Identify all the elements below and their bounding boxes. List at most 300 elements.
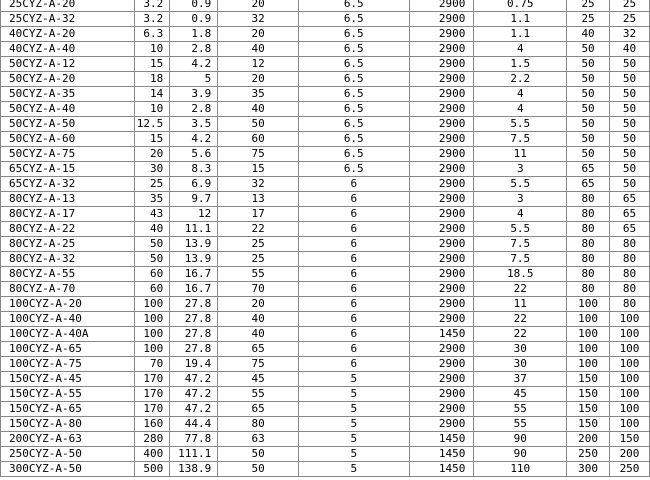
power-cell: 4 bbox=[474, 207, 567, 222]
power-cell: 4 bbox=[474, 102, 567, 117]
table-row bbox=[1, 147, 650, 162]
flow-m3h-cell: 30 bbox=[134, 162, 170, 177]
npsh-cell: 5 bbox=[298, 402, 409, 417]
power-cell: 3 bbox=[474, 192, 567, 207]
flow-ls-cell: 16.7 bbox=[170, 267, 218, 282]
inlet-cell: 80 bbox=[567, 252, 610, 267]
outlet-cell: 150 bbox=[610, 432, 650, 447]
model-cell: 100CYZ-A-40A bbox=[1, 327, 135, 342]
inlet-cell: 65 bbox=[567, 162, 610, 177]
model-cell: 150CYZ-A-65 bbox=[1, 402, 135, 417]
table-row bbox=[1, 402, 650, 417]
head-cell: 55 bbox=[218, 387, 299, 402]
flow-m3h-cell: 60 bbox=[134, 267, 170, 282]
head-cell: 20 bbox=[218, 72, 299, 87]
flow-ls-cell: 1.8 bbox=[170, 27, 218, 42]
head-cell: 75 bbox=[218, 357, 299, 372]
flow-m3h-cell: 170 bbox=[134, 387, 170, 402]
flow-m3h-cell: 50 bbox=[134, 237, 170, 252]
inlet-cell: 250 bbox=[567, 447, 610, 462]
model-cell: 50CYZ-A-50 bbox=[1, 117, 135, 132]
inlet-cell: 80 bbox=[567, 207, 610, 222]
table-row bbox=[1, 282, 650, 297]
model-cell: 50CYZ-A-35 bbox=[1, 87, 135, 102]
power-cell: 11 bbox=[474, 297, 567, 312]
flow-ls-cell: 47.2 bbox=[170, 387, 218, 402]
head-cell: 40 bbox=[218, 312, 299, 327]
flow-m3h-cell: 10 bbox=[134, 42, 170, 57]
model-cell: 65CYZ-A-15 bbox=[1, 162, 135, 177]
model-cell: 300CYZ-A-50 bbox=[1, 462, 135, 477]
inlet-cell: 65 bbox=[567, 177, 610, 192]
flow-ls-cell: 2.8 bbox=[170, 42, 218, 57]
power-cell: 22 bbox=[474, 327, 567, 342]
npsh-cell: 6.5 bbox=[298, 87, 409, 102]
speed-cell: 2900 bbox=[409, 282, 474, 297]
speed-cell: 2900 bbox=[409, 27, 474, 42]
outlet-cell: 100 bbox=[610, 402, 650, 417]
npsh-cell: 6 bbox=[298, 237, 409, 252]
power-cell: 18.5 bbox=[474, 267, 567, 282]
table-row bbox=[1, 387, 650, 402]
inlet-cell: 100 bbox=[567, 297, 610, 312]
flow-ls-cell: 4.2 bbox=[170, 57, 218, 72]
speed-cell: 2900 bbox=[409, 387, 474, 402]
table-row bbox=[1, 207, 650, 222]
power-cell: 110 bbox=[474, 462, 567, 477]
speed-cell: 2900 bbox=[409, 147, 474, 162]
power-cell: 22 bbox=[474, 312, 567, 327]
flow-m3h-cell: 12.5 bbox=[134, 117, 170, 132]
npsh-cell: 6 bbox=[298, 297, 409, 312]
flow-m3h-cell: 35 bbox=[134, 192, 170, 207]
power-cell: 30 bbox=[474, 357, 567, 372]
speed-cell: 2900 bbox=[409, 192, 474, 207]
npsh-cell: 6 bbox=[298, 177, 409, 192]
head-cell: 35 bbox=[218, 87, 299, 102]
model-cell: 150CYZ-A-55 bbox=[1, 387, 135, 402]
inlet-cell: 80 bbox=[567, 267, 610, 282]
table-row bbox=[1, 72, 650, 87]
inlet-cell: 50 bbox=[567, 57, 610, 72]
power-cell: 90 bbox=[474, 447, 567, 462]
inlet-cell: 80 bbox=[567, 222, 610, 237]
table-row bbox=[1, 27, 650, 42]
npsh-cell: 6.5 bbox=[298, 72, 409, 87]
outlet-cell: 80 bbox=[610, 237, 650, 252]
outlet-cell: 80 bbox=[610, 252, 650, 267]
inlet-cell: 50 bbox=[567, 132, 610, 147]
speed-cell: 2900 bbox=[409, 42, 474, 57]
npsh-cell: 6 bbox=[298, 342, 409, 357]
flow-ls-cell: 3.5 bbox=[170, 117, 218, 132]
power-cell: 22 bbox=[474, 282, 567, 297]
npsh-cell: 6 bbox=[298, 207, 409, 222]
flow-ls-cell: 5 bbox=[170, 72, 218, 87]
head-cell: 45 bbox=[218, 372, 299, 387]
flow-ls-cell: 16.7 bbox=[170, 282, 218, 297]
speed-cell: 1450 bbox=[409, 432, 474, 447]
head-cell: 80 bbox=[218, 417, 299, 432]
speed-cell: 2900 bbox=[409, 12, 474, 27]
outlet-cell: 50 bbox=[610, 72, 650, 87]
inlet-cell: 25 bbox=[567, 12, 610, 27]
speed-cell: 2900 bbox=[409, 72, 474, 87]
model-cell: 65CYZ-A-32 bbox=[1, 177, 135, 192]
model-cell: 40CYZ-A-40 bbox=[1, 42, 135, 57]
head-cell: 63 bbox=[218, 432, 299, 447]
flow-m3h-cell: 3.2 bbox=[134, 0, 170, 12]
npsh-cell: 5 bbox=[298, 462, 409, 477]
outlet-cell: 50 bbox=[610, 117, 650, 132]
outlet-cell: 65 bbox=[610, 207, 650, 222]
outlet-cell: 100 bbox=[610, 417, 650, 432]
npsh-cell: 5 bbox=[298, 417, 409, 432]
outlet-cell: 65 bbox=[610, 222, 650, 237]
model-cell: 25CYZ-A-20 bbox=[1, 0, 135, 12]
inlet-cell: 50 bbox=[567, 72, 610, 87]
outlet-cell: 40 bbox=[610, 42, 650, 57]
flow-ls-cell: 3.9 bbox=[170, 87, 218, 102]
outlet-cell: 100 bbox=[610, 312, 650, 327]
power-cell: 37 bbox=[474, 372, 567, 387]
outlet-cell: 32 bbox=[610, 27, 650, 42]
inlet-cell: 50 bbox=[567, 117, 610, 132]
inlet-cell: 80 bbox=[567, 237, 610, 252]
flow-m3h-cell: 400 bbox=[134, 447, 170, 462]
power-cell: 5.5 bbox=[474, 222, 567, 237]
flow-ls-cell: 44.4 bbox=[170, 417, 218, 432]
npsh-cell: 6 bbox=[298, 192, 409, 207]
speed-cell: 2900 bbox=[409, 237, 474, 252]
speed-cell: 2900 bbox=[409, 0, 474, 12]
head-cell: 32 bbox=[218, 12, 299, 27]
model-cell: 80CYZ-A-17 bbox=[1, 207, 135, 222]
model-cell: 25CYZ-A-32 bbox=[1, 12, 135, 27]
model-cell: 150CYZ-A-80 bbox=[1, 417, 135, 432]
flow-m3h-cell: 25 bbox=[134, 177, 170, 192]
head-cell: 20 bbox=[218, 297, 299, 312]
flow-ls-cell: 6.9 bbox=[170, 177, 218, 192]
flow-ls-cell: 12 bbox=[170, 207, 218, 222]
power-cell: 55 bbox=[474, 402, 567, 417]
flow-m3h-cell: 15 bbox=[134, 132, 170, 147]
npsh-cell: 6 bbox=[298, 312, 409, 327]
power-cell: 7.5 bbox=[474, 132, 567, 147]
flow-ls-cell: 8.3 bbox=[170, 162, 218, 177]
flow-ls-cell: 13.9 bbox=[170, 252, 218, 267]
speed-cell: 2900 bbox=[409, 132, 474, 147]
inlet-cell: 200 bbox=[567, 432, 610, 447]
outlet-cell: 25 bbox=[610, 12, 650, 27]
model-cell: 100CYZ-A-20 bbox=[1, 297, 135, 312]
npsh-cell: 6 bbox=[298, 252, 409, 267]
speed-cell: 2900 bbox=[409, 357, 474, 372]
head-cell: 60 bbox=[218, 132, 299, 147]
flow-ls-cell: 27.8 bbox=[170, 312, 218, 327]
flow-m3h-cell: 60 bbox=[134, 282, 170, 297]
head-cell: 20 bbox=[218, 0, 299, 12]
speed-cell: 1450 bbox=[409, 327, 474, 342]
power-cell: 2.2 bbox=[474, 72, 567, 87]
inlet-cell: 100 bbox=[567, 312, 610, 327]
npsh-cell: 6.5 bbox=[298, 0, 409, 12]
power-cell: 4 bbox=[474, 42, 567, 57]
head-cell: 50 bbox=[218, 447, 299, 462]
outlet-cell: 80 bbox=[610, 297, 650, 312]
flow-ls-cell: 9.7 bbox=[170, 192, 218, 207]
power-cell: 90 bbox=[474, 432, 567, 447]
model-cell: 40CYZ-A-20 bbox=[1, 27, 135, 42]
speed-cell: 2900 bbox=[409, 207, 474, 222]
outlet-cell: 50 bbox=[610, 177, 650, 192]
flow-ls-cell: 13.9 bbox=[170, 237, 218, 252]
npsh-cell: 5 bbox=[298, 447, 409, 462]
head-cell: 25 bbox=[218, 237, 299, 252]
flow-ls-cell: 11.1 bbox=[170, 222, 218, 237]
outlet-cell: 100 bbox=[610, 342, 650, 357]
table-body bbox=[1, 0, 650, 477]
head-cell: 40 bbox=[218, 327, 299, 342]
head-cell: 22 bbox=[218, 222, 299, 237]
model-cell: 100CYZ-A-75 bbox=[1, 357, 135, 372]
model-cell: 50CYZ-A-20 bbox=[1, 72, 135, 87]
outlet-cell: 50 bbox=[610, 57, 650, 72]
inlet-cell: 300 bbox=[567, 462, 610, 477]
flow-m3h-cell: 100 bbox=[134, 342, 170, 357]
power-cell: 45 bbox=[474, 387, 567, 402]
outlet-cell: 65 bbox=[610, 192, 650, 207]
head-cell: 50 bbox=[218, 117, 299, 132]
power-cell: 30 bbox=[474, 342, 567, 357]
npsh-cell: 6.5 bbox=[298, 57, 409, 72]
head-cell: 75 bbox=[218, 147, 299, 162]
model-cell: 100CYZ-A-40 bbox=[1, 312, 135, 327]
table-row bbox=[1, 462, 650, 477]
speed-cell: 1450 bbox=[409, 462, 474, 477]
npsh-cell: 6.5 bbox=[298, 117, 409, 132]
table-row bbox=[1, 342, 650, 357]
table-row bbox=[1, 372, 650, 387]
power-cell: 1.1 bbox=[474, 12, 567, 27]
flow-ls-cell: 47.2 bbox=[170, 372, 218, 387]
power-cell: 4 bbox=[474, 87, 567, 102]
model-cell: 80CYZ-A-32 bbox=[1, 252, 135, 267]
inlet-cell: 40 bbox=[567, 27, 610, 42]
table-row bbox=[1, 177, 650, 192]
flow-m3h-cell: 170 bbox=[134, 402, 170, 417]
table-row bbox=[1, 87, 650, 102]
outlet-cell: 50 bbox=[610, 162, 650, 177]
inlet-cell: 80 bbox=[567, 282, 610, 297]
speed-cell: 2900 bbox=[409, 102, 474, 117]
inlet-cell: 25 bbox=[567, 0, 610, 12]
model-cell: 80CYZ-A-55 bbox=[1, 267, 135, 282]
head-cell: 65 bbox=[218, 342, 299, 357]
speed-cell: 2900 bbox=[409, 177, 474, 192]
outlet-cell: 80 bbox=[610, 267, 650, 282]
npsh-cell: 6.5 bbox=[298, 162, 409, 177]
inlet-cell: 50 bbox=[567, 87, 610, 102]
npsh-cell: 6 bbox=[298, 327, 409, 342]
table-row bbox=[1, 132, 650, 147]
inlet-cell: 50 bbox=[567, 147, 610, 162]
outlet-cell: 80 bbox=[610, 282, 650, 297]
speed-cell: 2900 bbox=[409, 297, 474, 312]
model-cell: 50CYZ-A-75 bbox=[1, 147, 135, 162]
speed-cell: 2900 bbox=[409, 162, 474, 177]
npsh-cell: 6.5 bbox=[298, 147, 409, 162]
inlet-cell: 100 bbox=[567, 357, 610, 372]
flow-m3h-cell: 50 bbox=[134, 252, 170, 267]
model-cell: 80CYZ-A-25 bbox=[1, 237, 135, 252]
npsh-cell: 6.5 bbox=[298, 102, 409, 117]
table-row bbox=[1, 222, 650, 237]
inlet-cell: 100 bbox=[567, 342, 610, 357]
model-cell: 50CYZ-A-12 bbox=[1, 57, 135, 72]
table-row bbox=[1, 267, 650, 282]
table-row bbox=[1, 252, 650, 267]
flow-m3h-cell: 500 bbox=[134, 462, 170, 477]
head-cell: 32 bbox=[218, 177, 299, 192]
outlet-cell: 250 bbox=[610, 462, 650, 477]
speed-cell: 2900 bbox=[409, 402, 474, 417]
power-cell: 1.5 bbox=[474, 57, 567, 72]
power-cell: 7.5 bbox=[474, 252, 567, 267]
head-cell: 55 bbox=[218, 267, 299, 282]
model-cell: 200CYZ-A-63 bbox=[1, 432, 135, 447]
outlet-cell: 200 bbox=[610, 447, 650, 462]
flow-m3h-cell: 20 bbox=[134, 147, 170, 162]
flow-ls-cell: 19.4 bbox=[170, 357, 218, 372]
power-cell: 55 bbox=[474, 417, 567, 432]
power-cell: 1.1 bbox=[474, 27, 567, 42]
flow-m3h-cell: 100 bbox=[134, 297, 170, 312]
flow-ls-cell: 47.2 bbox=[170, 402, 218, 417]
flow-m3h-cell: 170 bbox=[134, 372, 170, 387]
head-cell: 70 bbox=[218, 282, 299, 297]
power-cell: 5.5 bbox=[474, 177, 567, 192]
flow-ls-cell: 27.8 bbox=[170, 327, 218, 342]
power-cell: 5.5 bbox=[474, 117, 567, 132]
npsh-cell: 5 bbox=[298, 372, 409, 387]
flow-m3h-cell: 18 bbox=[134, 72, 170, 87]
table-row bbox=[1, 312, 650, 327]
head-cell: 15 bbox=[218, 162, 299, 177]
inlet-cell: 150 bbox=[567, 372, 610, 387]
model-cell: 80CYZ-A-70 bbox=[1, 282, 135, 297]
head-cell: 12 bbox=[218, 57, 299, 72]
flow-ls-cell: 138.9 bbox=[170, 462, 218, 477]
flow-ls-cell: 5.6 bbox=[170, 147, 218, 162]
npsh-cell: 5 bbox=[298, 387, 409, 402]
outlet-cell: 100 bbox=[610, 357, 650, 372]
inlet-cell: 50 bbox=[567, 102, 610, 117]
flow-m3h-cell: 15 bbox=[134, 57, 170, 72]
table-row bbox=[1, 0, 650, 12]
speed-cell: 2900 bbox=[409, 372, 474, 387]
speed-cell: 2900 bbox=[409, 267, 474, 282]
table-row bbox=[1, 42, 650, 57]
table-row bbox=[1, 357, 650, 372]
npsh-cell: 6 bbox=[298, 357, 409, 372]
speed-cell: 2900 bbox=[409, 222, 474, 237]
model-cell: 80CYZ-A-13 bbox=[1, 192, 135, 207]
flow-ls-cell: 2.8 bbox=[170, 102, 218, 117]
power-cell: 0.75 bbox=[474, 0, 567, 12]
inlet-cell: 150 bbox=[567, 402, 610, 417]
model-cell: 50CYZ-A-60 bbox=[1, 132, 135, 147]
npsh-cell: 5 bbox=[298, 432, 409, 447]
model-cell: 150CYZ-A-45 bbox=[1, 372, 135, 387]
speed-cell: 2900 bbox=[409, 417, 474, 432]
model-cell: 50CYZ-A-40 bbox=[1, 102, 135, 117]
model-cell: 100CYZ-A-65 bbox=[1, 342, 135, 357]
flow-m3h-cell: 160 bbox=[134, 417, 170, 432]
flow-ls-cell: 27.8 bbox=[170, 342, 218, 357]
speed-cell: 2900 bbox=[409, 117, 474, 132]
flow-m3h-cell: 3.2 bbox=[134, 12, 170, 27]
head-cell: 17 bbox=[218, 207, 299, 222]
power-cell: 7.5 bbox=[474, 237, 567, 252]
flow-ls-cell: 77.8 bbox=[170, 432, 218, 447]
flow-ls-cell: 4.2 bbox=[170, 132, 218, 147]
speed-cell: 2900 bbox=[409, 87, 474, 102]
npsh-cell: 6.5 bbox=[298, 27, 409, 42]
npsh-cell: 6 bbox=[298, 282, 409, 297]
outlet-cell: 50 bbox=[610, 132, 650, 147]
flow-m3h-cell: 100 bbox=[134, 327, 170, 342]
power-cell: 3 bbox=[474, 162, 567, 177]
speed-cell: 2900 bbox=[409, 342, 474, 357]
table-row bbox=[1, 237, 650, 252]
npsh-cell: 6.5 bbox=[298, 132, 409, 147]
flow-m3h-cell: 10 bbox=[134, 102, 170, 117]
table-row bbox=[1, 102, 650, 117]
table-row bbox=[1, 417, 650, 432]
flow-m3h-cell: 100 bbox=[134, 312, 170, 327]
outlet-cell: 50 bbox=[610, 102, 650, 117]
table-row bbox=[1, 12, 650, 27]
flow-ls-cell: 0.9 bbox=[170, 0, 218, 12]
power-cell: 11 bbox=[474, 147, 567, 162]
model-cell: 250CYZ-A-50 bbox=[1, 447, 135, 462]
table-row bbox=[1, 57, 650, 72]
inlet-cell: 150 bbox=[567, 417, 610, 432]
table-row bbox=[1, 327, 650, 342]
head-cell: 20 bbox=[218, 27, 299, 42]
flow-m3h-cell: 280 bbox=[134, 432, 170, 447]
outlet-cell: 25 bbox=[610, 0, 650, 12]
outlet-cell: 50 bbox=[610, 87, 650, 102]
head-cell: 13 bbox=[218, 192, 299, 207]
flow-m3h-cell: 14 bbox=[134, 87, 170, 102]
head-cell: 65 bbox=[218, 402, 299, 417]
table-row bbox=[1, 162, 650, 177]
flow-m3h-cell: 70 bbox=[134, 357, 170, 372]
outlet-cell: 100 bbox=[610, 387, 650, 402]
head-cell: 50 bbox=[218, 462, 299, 477]
table-row bbox=[1, 432, 650, 447]
outlet-cell: 100 bbox=[610, 327, 650, 342]
npsh-cell: 6.5 bbox=[298, 12, 409, 27]
outlet-cell: 50 bbox=[610, 147, 650, 162]
npsh-cell: 6 bbox=[298, 267, 409, 282]
inlet-cell: 80 bbox=[567, 192, 610, 207]
model-cell: 80CYZ-A-22 bbox=[1, 222, 135, 237]
flow-ls-cell: 27.8 bbox=[170, 297, 218, 312]
head-cell: 40 bbox=[218, 102, 299, 117]
